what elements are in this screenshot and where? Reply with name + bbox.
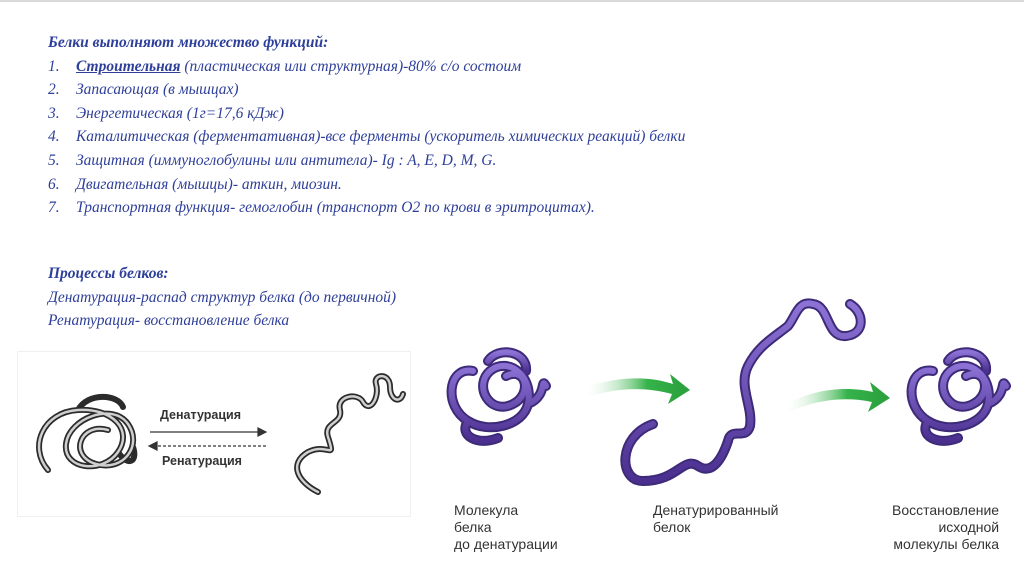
arrow-icon: [783, 382, 890, 414]
functions-block: [48, 31, 928, 220]
caption-native-molecule: Молекула белка до денатурации: [454, 502, 558, 552]
item-text: Энергетическая (1г=17,6 кДж): [76, 104, 284, 122]
item-text: Каталитическая (ферментативная)-все ферменты (ускоритель химических реакций) белки: [76, 128, 686, 146]
list-item: [48, 78, 928, 102]
list-item: [48, 149, 928, 173]
item-text: Двигательная (мышцы)- аткин, миозин.: [76, 175, 342, 193]
list-item: [48, 196, 928, 220]
item-text: Транспортная функция- гемоглобин (транспорт О2 по крови в эритроцитах).: [76, 199, 595, 217]
renaturation-definition: Ренатурация- восстановление белка: [48, 312, 290, 330]
item-number: 5.: [48, 151, 60, 169]
item-number: 7.: [48, 199, 60, 217]
item-text: (пластическая или структурная)-80% с/о состоим: [180, 57, 522, 75]
list-item: [48, 125, 928, 149]
renaturation-label: Ренатурация: [162, 454, 242, 468]
process-arrows: [149, 428, 266, 450]
list-item: [48, 102, 928, 126]
denaturation-diagram-svg: [18, 352, 410, 516]
processes-heading: Процессы белков:: [48, 265, 169, 282]
folded-molecule-icon: [452, 352, 546, 441]
caption-restored-molecule: Восстановление исходной молекулы белка: [892, 502, 1000, 552]
list-item: [48, 173, 928, 197]
item-number: 1.: [48, 57, 60, 75]
caption-denatured-protein: Денатурированный белок: [653, 502, 779, 535]
list-item: [48, 55, 928, 79]
functions-heading: Белки выполняют множество функций:: [48, 34, 329, 51]
restored-molecule-icon: [912, 352, 1006, 441]
unfolded-protein-icon: [297, 376, 403, 492]
item-number: 3.: [48, 104, 60, 122]
item-number: 6.: [48, 175, 60, 193]
protein-folding-svg: [428, 276, 1024, 496]
denaturation-diagram: [18, 352, 410, 516]
item-text: Защитная (иммуноглобулины или антитела)- Ig : A, E, D, M, G.: [76, 151, 497, 169]
item-number: 2.: [48, 81, 60, 99]
item-text: Запасающая (в мышцах): [76, 81, 239, 99]
arrow-icon: [583, 374, 690, 404]
functions-list: [48, 55, 928, 220]
denaturation-definition: Денатурация-распад структур белка (до первичной): [48, 288, 397, 306]
denaturation-label: Денатурация: [160, 408, 241, 422]
item-number: 4.: [48, 128, 60, 146]
item-strong: Строительная: [76, 57, 181, 75]
protein-folding-illustration: [428, 276, 1024, 574]
top-divider: [0, 0, 1024, 2]
